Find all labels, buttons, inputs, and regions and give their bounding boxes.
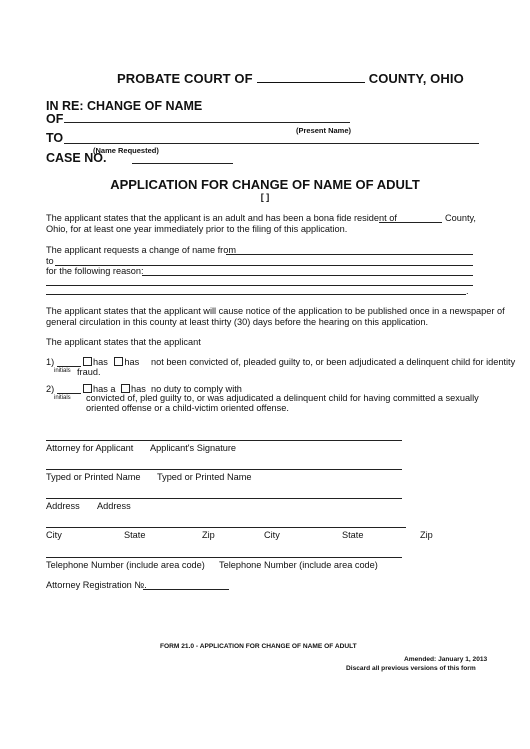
form-footer-title: FORM 21.0 - APPLICATION FOR CHANGE OF NAME OF ADULT: [160, 643, 357, 650]
notice-text-2: general circulation in this county at least thirty (30) days before the hearing on this application.: [46, 317, 429, 327]
signature-line[interactable]: [46, 440, 402, 441]
attorney-registration-field[interactable]: [143, 589, 229, 590]
statement-2-text-1: no duty to comply with: [151, 384, 242, 394]
statement-1-number: 1): [46, 357, 55, 367]
court-prefix: PROBATE COURT OF: [117, 71, 253, 86]
reason-field-3[interactable]: [46, 294, 466, 295]
reason-end-period: .: [466, 286, 469, 296]
statement-1-checkbox-b[interactable]: [114, 357, 123, 366]
attorney-for-applicant-label: Attorney for Applicant: [46, 443, 134, 453]
statement-2-number: 2): [46, 384, 55, 394]
typed-name-label-1: Typed or Printed Name: [46, 472, 141, 482]
city-label-2: City: [264, 530, 280, 540]
court-heading: [117, 70, 464, 86]
statement-1-text-1: not been convicted of, pleaded guilty to, or been adjudicated a delinquent child for identity: [151, 357, 516, 367]
case-no-label: CASE NO.: [46, 151, 107, 165]
zip-label-1: Zip: [202, 530, 215, 540]
requested-name-field[interactable]: [64, 143, 479, 144]
applicants-signature-label: Applicant's Signature: [150, 443, 237, 453]
reason-field-1[interactable]: [142, 275, 473, 276]
attorney-registration-label: Attorney Registration №.: [46, 580, 147, 590]
reason-field-2[interactable]: [46, 285, 473, 286]
court-suffix: COUNTY, OHIO: [368, 71, 464, 86]
request-reason-label: for the following reason:: [46, 266, 144, 276]
zip-label-2: Zip: [420, 530, 433, 540]
telephone-label-2: Telephone Number (include area code): [219, 560, 378, 570]
request-from-label: The applicant requests a change of name from: [46, 245, 236, 255]
statement-1-text-2: fraud.: [77, 367, 101, 377]
residence-county-label: County,: [445, 213, 476, 223]
address-label-1: Address: [46, 501, 80, 511]
telephone-line[interactable]: [46, 557, 402, 558]
statement-2-initials-caption: initials: [54, 395, 71, 401]
statement-2-opt-2: has: [131, 384, 146, 394]
state-label-2: State: [342, 530, 364, 540]
in-re-heading: IN RE: CHANGE OF NAME: [46, 99, 203, 113]
address-label-2: Address: [97, 501, 131, 511]
statement-2-opt-1: has a: [93, 384, 116, 394]
typed-name-line[interactable]: [46, 469, 402, 470]
statement-2-checkbox-a[interactable]: [83, 384, 92, 393]
to-label: TO: [46, 131, 64, 145]
statement-1-opt-2: has: [124, 357, 140, 367]
city-label-1: City: [46, 530, 62, 540]
statement-2-text-3: oriented offense or a child-victim oriented offense.: [86, 403, 289, 413]
notice-text-1: The applicant states that the applicant will cause notice of the application to be published once in a newspaper of: [46, 306, 505, 316]
request-from-field[interactable]: [226, 254, 473, 255]
statement-1-initials-caption: initials: [54, 368, 71, 374]
city-state-zip-line[interactable]: [46, 527, 406, 528]
case-no-field[interactable]: [132, 163, 233, 164]
statement-1-checkbox-a[interactable]: [83, 357, 92, 366]
typed-name-label-2: Typed or Printed Name: [157, 472, 252, 482]
statement-1-opt-1: has: [93, 357, 108, 367]
residence-text-2: Ohio, for at least one year immediately prior to the filing of this application.: [46, 224, 348, 234]
statement-2-checkbox-b[interactable]: [121, 384, 130, 393]
address-line[interactable]: [46, 498, 402, 499]
present-name-caption: (Present Name): [296, 126, 352, 135]
name-requested-caption: (Name Requested): [93, 146, 159, 155]
state-label-1: State: [124, 530, 146, 540]
request-to-label: to: [46, 256, 54, 266]
title-checkbox[interactable]: [ ]: [260, 192, 270, 202]
discard-notice: Discard all previous versions of this form: [346, 665, 476, 672]
of-label: OF: [46, 112, 64, 126]
statement-2-text-2: convicted of, pled guilty to, or was adjudicated a delinquent child for having committed a sexually: [86, 393, 479, 403]
amended-date: Amended: January 1, 2013: [404, 656, 488, 663]
county-name-field[interactable]: [257, 70, 365, 83]
present-name-field[interactable]: [64, 122, 350, 123]
residence-text-1: The applicant states that the applicant is an adult and has been a bona fide resident of: [46, 213, 397, 223]
residence-county-field[interactable]: [379, 222, 442, 223]
applicant-states-text: The applicant states that the applicant: [46, 337, 201, 347]
telephone-label-1: Telephone Number (include area code): [46, 560, 205, 570]
page-title: APPLICATION FOR CHANGE OF NAME OF ADULT: [110, 177, 420, 192]
statement-2-initials-field[interactable]: [57, 393, 81, 394]
